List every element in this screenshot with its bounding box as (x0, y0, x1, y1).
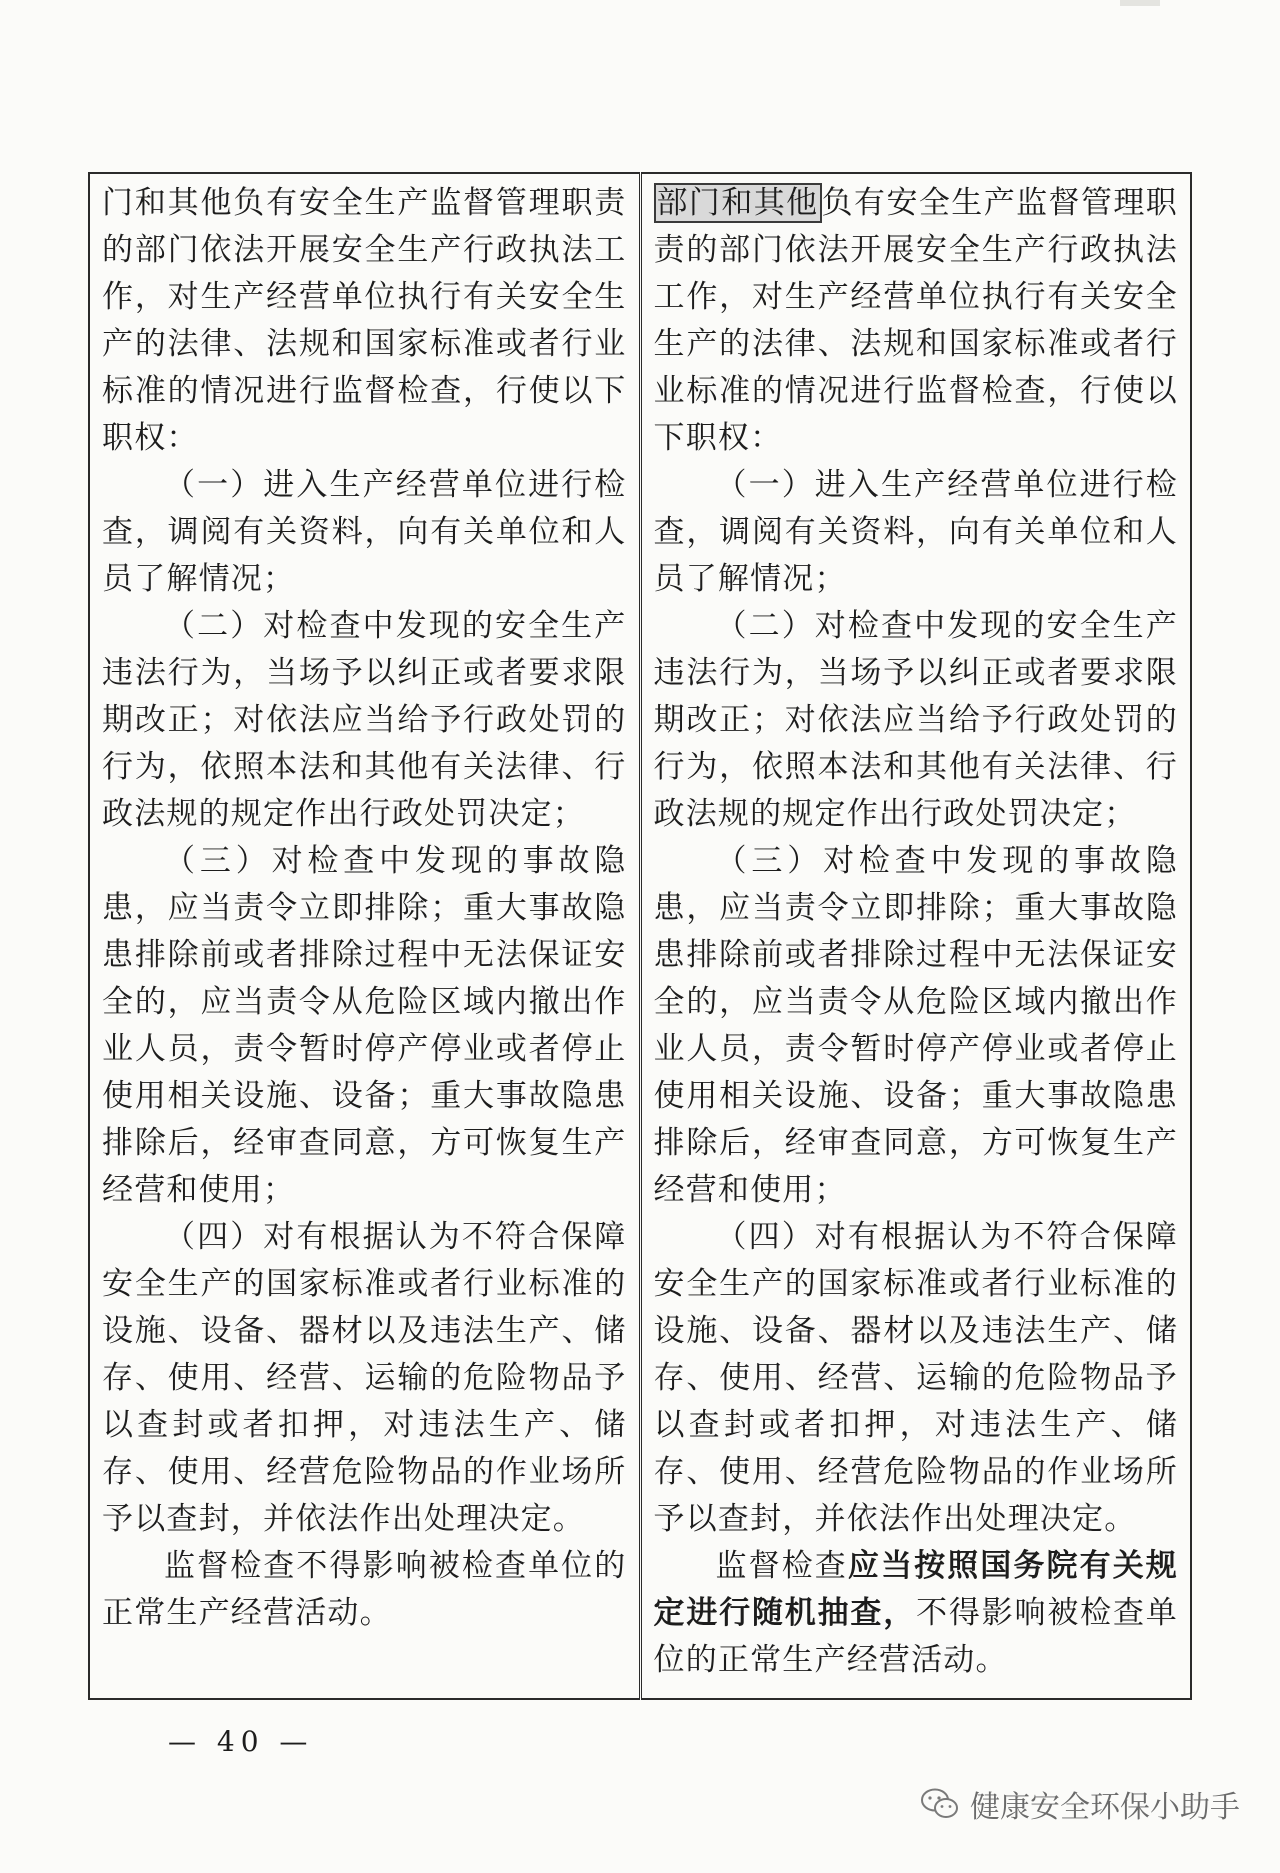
left-paragraph-3: （二）对检查中发现的安全生产违法行为，当场予以纠正或者要求限期改正；对依法应当给予行政处罚的行为，依照本法和其他有关法律、行政法规的规定作出行政处罚决定； (102, 608, 627, 832)
right-paragraph-6-start: 监督检查 (715, 1548, 848, 1584)
left-paragraph-4: （三）对检查中发现的事故隐患，应当责令立即排除；重大事故隐患排除前或者排除过程中无法保证安全的，应当责令从危险区域内撤出作业人员，责令暂时停产停业或者停止使用相关设施、设备；重大事故隐患排除后，经审查同意，方可恢复生产经营和使用； (102, 843, 627, 1208)
left-column (89, 173, 640, 1699)
page-number: — 40 — (168, 1725, 314, 1758)
right-paragraph-1 (654, 180, 1179, 462)
right-paragraph-6 (654, 1543, 1179, 1684)
right-paragraph-2: （一）进入生产经营单位进行检查，调阅有关资料，向有关单位和人员了解情况； (653, 467, 1178, 597)
right-paragraph-4: （三）对检查中发现的事故隐患，应当责令立即排除；重大事故隐患排除前或者排除过程中无法保证安全的，应当责令从危险区域内撤出作业人员，责令暂时停产停业或者停止使用相关设施、设备；重大事故隐患排除后，经审查同意，方可恢复生产经营和使用； (653, 843, 1178, 1208)
right-paragraph-6-end: 不得影响被检查单位的正常生产经营活动。 (653, 1595, 1178, 1678)
right-paragraph-5: （四）对有根据认为不符合保障安全生产的国家标准或者行业标准的设施、设备、器材以及违法生产、储存、使用、经营、运输的危险物品予以查封或者扣押，对违法生产、储存、使用、经营危险物品的作业场所予以查封，并依法作出处理决定。 (653, 1219, 1178, 1537)
scan-corner-mark (1120, 0, 1160, 6)
watermark (920, 1782, 1240, 1826)
right-paragraph-3: （二）对检查中发现的安全生产违法行为，当场予以纠正或者要求限期改正；对依法应当给予行政处罚的行为，依照本法和其他有关法律、行政法规的规定作出行政处罚决定； (653, 608, 1178, 832)
right-column (640, 173, 1191, 1699)
left-paragraph-5: （四）对有根据认为不符合保障安全生产的国家标准或者行业标准的设施、设备、器材以及违法生产、储存、使用、经营、运输的危险物品予以查封或者扣押，对违法生产、储存、使用、经营危险物品的作业场所予以查封，并依法作出处理决定。 (102, 1219, 627, 1537)
highlighted-text: 部门和其他 (654, 183, 822, 223)
bold-amendment-text: 应当按照国务院有关规定进行随机抽查， (653, 1548, 1178, 1631)
watermark-text: 健康安全环保小助手 (970, 1790, 1240, 1825)
left-paragraph-2: （一）进入生产经营单位进行检查，调阅有关资料，向有关单位和人员了解情况； (102, 467, 627, 597)
wechat-icon (920, 1787, 960, 1821)
left-paragraph-1: 门和其他负有安全生产监督管理职责的部门依法开展安全生产行政执法工作，对生产经营单位执行有关安全生产的法律、法规和国家标准或者行业标准的情况进行监督检查，行使以下职权： (102, 185, 627, 456)
left-paragraph-6: 监督检查不得影响被检查单位的正常生产经营活动。 (102, 1548, 627, 1631)
comparison-table (88, 172, 1192, 1700)
right-paragraph-1-text: 负有安全生产监督管理职责的部门依法开展安全生产行政执法工作，对生产经营单位执行有关安全生产的法律、法规和国家标准或者行业标准的情况进行监督检查，行使以下职权： (653, 185, 1179, 456)
